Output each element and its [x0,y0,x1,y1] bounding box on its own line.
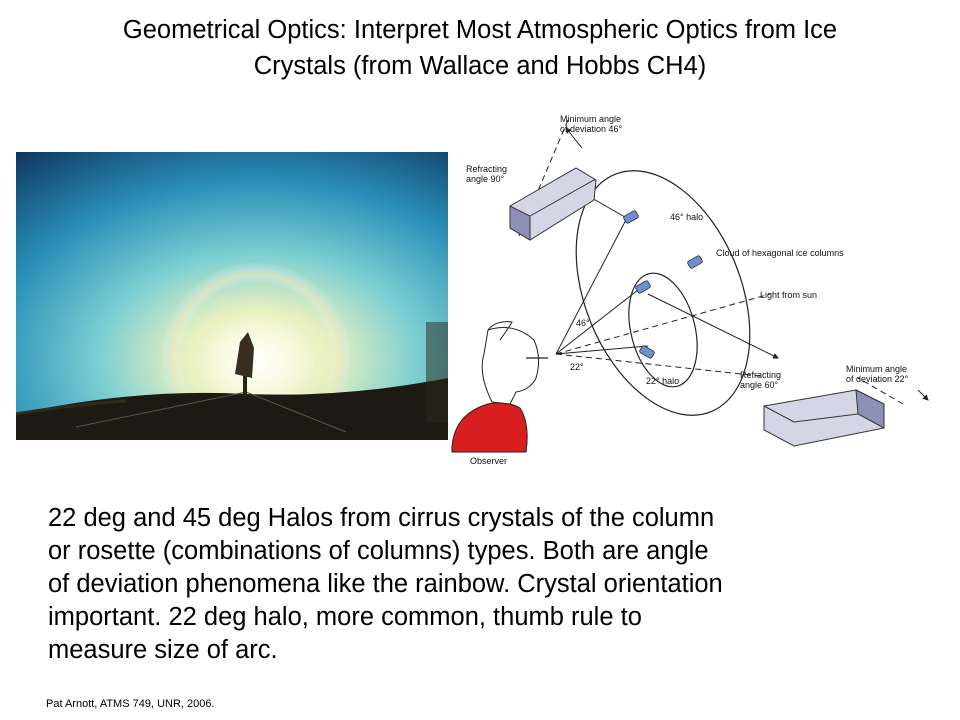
halo-photograph [16,152,448,440]
label-refracting-60-a: Refracting [740,370,782,380]
observer-figure [452,322,548,452]
title-line-2: Crystals (from Wallace and Hobbs CH4) [253,52,707,80]
label-refracting-90-a: Refracting [466,164,508,174]
footer-credit: Pat Arnott, ATMS 749, UNR, 2006. [46,698,215,710]
hexagonal-crystal-90 [510,168,596,240]
body-line: measure size of arc. [48,636,278,664]
body-line: important. 22 deg halo, more common, thumb rule to [48,603,642,631]
label-angle-46: 46° [576,318,590,328]
ice-crystal-halo-diagram [448,108,940,472]
halo-geometry-diagram [448,108,940,472]
label-min-angle-22-b: of deviation 22° [846,374,909,384]
title-line-1: Geometrical Optics: Interpret Most Atmospheric Optics from Ice [122,16,838,44]
label-min-angle-46-a: Minimum angle [560,114,622,124]
label-refracting-60-b: angle 60° [740,380,779,390]
hexagonal-crystal-60 [764,390,884,446]
halo-photo-image [16,152,448,440]
label-refracting-90-b: angle 90° [466,174,505,184]
label-min-angle-22-a: Minimum angle [846,364,908,374]
label-angle-22: 22° [570,362,584,372]
body-line: of deviation phenomena like the rainbow. Crystal orientation [48,570,723,598]
label-cloud: Cloud of hexagonal ice columns [716,248,844,258]
label-observer: Observer [470,456,508,466]
body-line: or rosette (combinations of columns) types. Both are angle [48,537,709,565]
label-min-angle-46-b: of deviation 46° [560,124,623,134]
body-paragraph [48,502,928,667]
label-46-halo: 46° halo [670,212,704,222]
label-light-from-sun: Light from sun [760,290,818,300]
label-22-halo: 22° halo [646,376,680,386]
body-line: 22 deg and 45 deg Halos from cirrus crystals of the column [48,504,715,532]
slide-title [10,12,950,84]
